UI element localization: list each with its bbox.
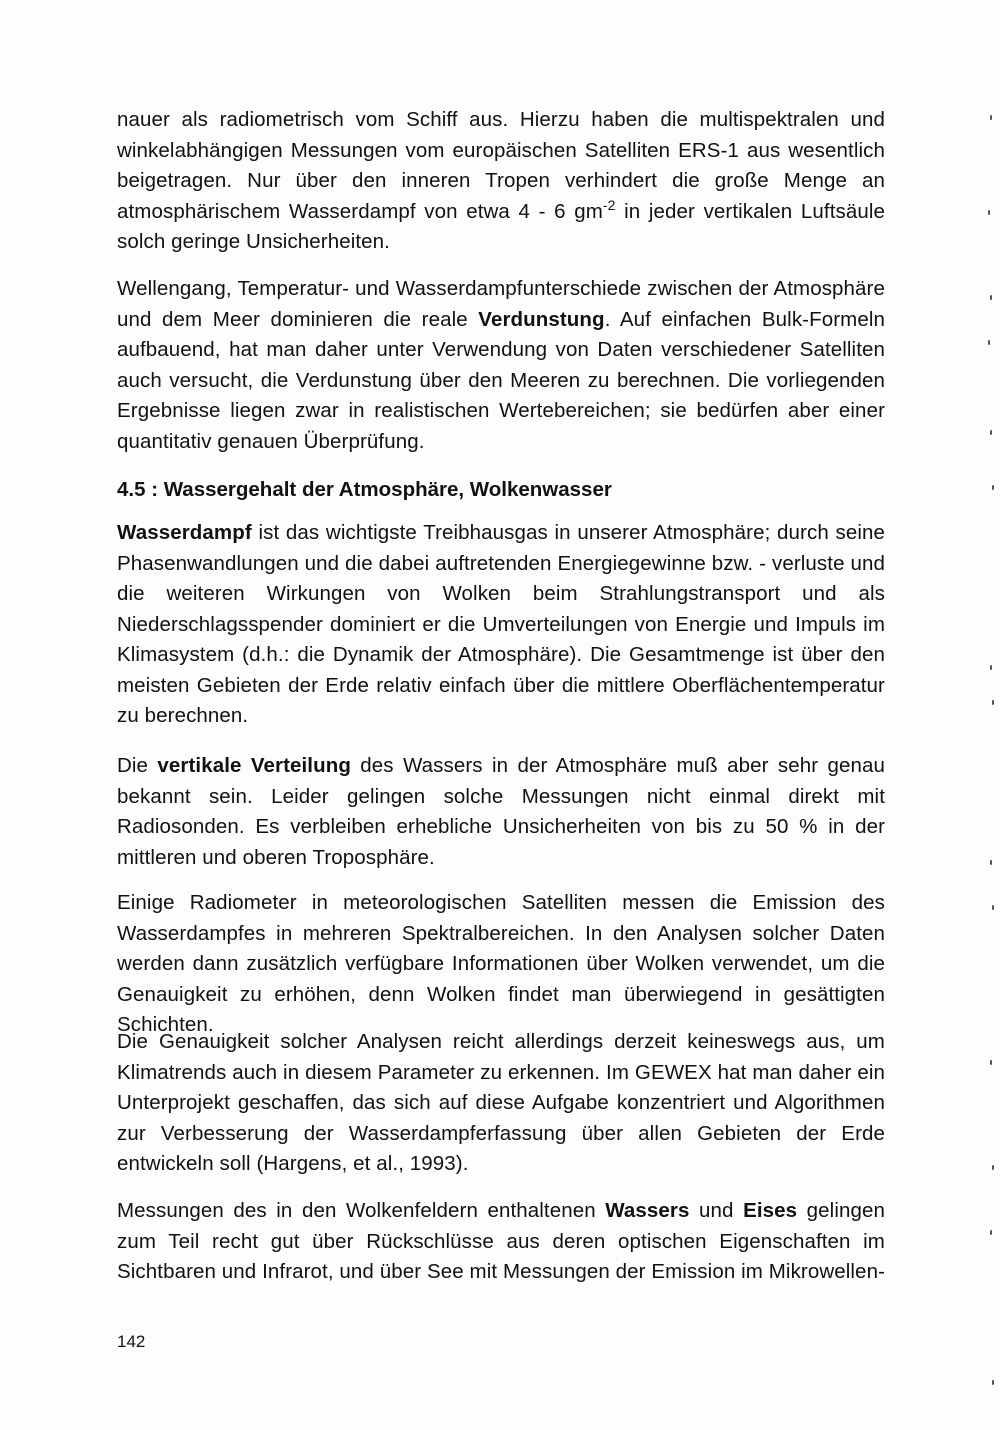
- superscript: -2: [602, 196, 616, 213]
- scan-mark: [990, 295, 992, 300]
- text: Wellengang, Temperatur- und Wasserdampfunterschiede zwischen der Atmosphäre und dem Meer dominieren die reale: [117, 277, 885, 331]
- text: ist das wichtigste Treibhausgas in unserer Atmosphäre; durch seine Phasenwandlungen und die dabei auftretenden Energiegewinne bzw. - verluste und die weiteren Wirkungen von Wolken beim Strahlungstransport und als Niederschlagsspender dominiert er die Umverteilungen von Energie und Impuls im Klimasystem (d.h.: die Dynamik der Atmosphäre). Die Gesamtmenge ist über den meisten Gebieten der Erde relativ einfach über die mittlere Oberflächentemperatur zu berechnen.: [117, 521, 885, 727]
- paragraph-gewex: [117, 1027, 885, 1180]
- page-number: 142: [117, 1332, 146, 1351]
- text: Die Genauigkeit solcher Analysen reicht allerdings derzeit keineswegs aus, um Klimatrends auch in diesem Parameter zu erkennen. Im GEWEX hat man daher ein Unterprojekt geschaffen, das sich auf diese Aufgabe konzentriert und Algorithmen zur Verbesserung der Wasserdampferfassung über allen Gebieten der Erde entwickeln soll (Hargens, et al., 1993).: [117, 1030, 885, 1175]
- bold-term-verdunstung: Verdunstung: [478, 307, 605, 331]
- scan-mark: [990, 1060, 992, 1065]
- bold-term-wasserdampf: Wasserdampf: [117, 521, 252, 544]
- paragraph-evaporation: [117, 274, 885, 457]
- text: . Auf einfachen Bulk-Formeln aufbauend, hat man daher unter Verwendung von Daten verschiedener Satelliten auch versucht, die Verdunstung über den Meeren zu berechnen. Die vorliegenden Ergebnisse liegen zwar in realistischen Wertebereichen; sie bedürfen aber einer quantitativ genauen Überprüfung.: [117, 307, 885, 453]
- text: nauer als radiometrisch vom Schiff aus. Hierzu haben die multispektralen und winkelabhängigen Messungen vom europäischen Satelliten ERS-1 aus wesentlich beigetragen. Nur über den inneren Tropen verhindert die große Menge an atmosphärischem Wasserdampf von etwa 4 - 6 gm: [117, 108, 885, 223]
- text: Die: [117, 754, 158, 777]
- scan-mark: [988, 210, 990, 215]
- scan-mark: [990, 665, 992, 670]
- section-heading: 4.5 : Wassergehalt der Atmosphäre, Wolkenwasser: [117, 478, 612, 501]
- scan-mark: [992, 1165, 994, 1170]
- scan-mark: [990, 1230, 992, 1235]
- paragraph-radiometers: [117, 888, 885, 1041]
- text: und: [689, 1199, 744, 1222]
- bold-term-wassers: Wassers: [605, 1199, 690, 1222]
- paragraph-water-vapour: [117, 518, 885, 732]
- scan-mark: [992, 700, 994, 705]
- paragraph-vertical-distribution: [117, 751, 885, 873]
- scan-mark: [992, 1380, 994, 1385]
- text: in jeder vertikalen Luftsäule solch geringe Unsicherheiten.: [117, 199, 885, 253]
- text: des Wassers in der Atmosphäre muß aber sehr genau bekannt sein. Leider gelingen solche Messungen nicht einmal direkt mit Radiosonden. Es verbleiben erhebliche Unsicherheiten von bis zu 50 % in der mittleren und oberen Troposphäre.: [117, 754, 885, 869]
- scan-mark: [992, 905, 994, 910]
- text: gelingen zum Teil recht gut über Rückschlüsse aus deren optischen Eigenschaften im Sichtbaren und Infrarot, und über See mit Messungen der Emission im Mikrowellen-: [117, 1199, 885, 1283]
- text: Messungen des in den Wolkenfeldern enthaltenen: [117, 1199, 606, 1222]
- scan-mark: [990, 115, 992, 120]
- paragraph-cloud-water: [117, 1196, 885, 1288]
- scan-mark: [990, 430, 992, 435]
- scan-mark: [992, 485, 994, 490]
- text: Einige Radiometer in meteorologischen Satelliten messen die Emission des Wasserdampfes in mehreren Spektralbereichen. In den Analysen solcher Daten werden dann zusätzlich verfügbare Informationen über Wolken verwendet, um die Genauigkeit zu erhöhen, denn Wolken findet man überwiegend in gesättigten Schichten.: [117, 891, 885, 1036]
- bold-term-vertikale-verteilung: vertikale Verteilung: [157, 754, 351, 777]
- bold-term-eises: Eises: [743, 1199, 798, 1222]
- paragraph-satellite-accuracy: [117, 105, 885, 258]
- scan-mark: [990, 860, 992, 865]
- scan-mark: [988, 340, 990, 345]
